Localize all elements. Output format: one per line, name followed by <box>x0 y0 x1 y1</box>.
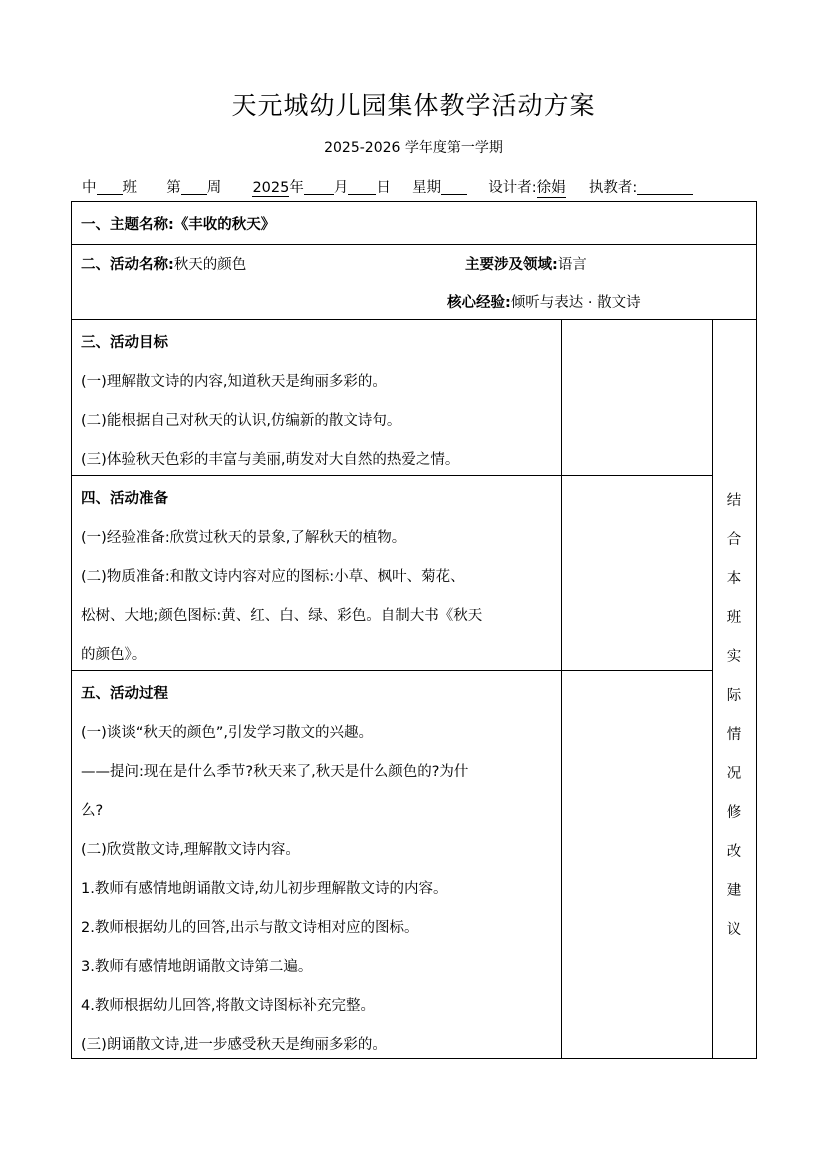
side-note-char: 合 <box>726 532 742 548</box>
week-label-pre: 第 <box>166 180 181 196</box>
process-line: 4.教师根据幼儿回答,将散文诗图标补充完整。 <box>81 998 375 1014</box>
activity-name-row <box>81 255 246 275</box>
process-line: 么? <box>81 803 104 819</box>
col-divider-notes <box>561 319 562 1059</box>
domain-label: 主要涉及领域: <box>465 257 558 273</box>
preparation-heading: 四、活动准备 <box>81 491 168 507</box>
process-line: 1.教师有感情地朗诵散文诗,幼儿初步理解散文诗的内容。 <box>81 881 448 897</box>
month-blank[interactable] <box>304 178 334 195</box>
week-blank[interactable] <box>181 178 207 195</box>
day-suffix: 日 <box>376 180 391 196</box>
preparation-line: 的颜色》。 <box>81 647 147 663</box>
week-label-post: 周 <box>206 180 222 196</box>
core-value: 倾听与表达 · 散文诗 <box>510 295 641 311</box>
designer-label: 设计者: <box>488 180 537 196</box>
process-line: (三)朗诵散文诗,进一步感受秋天是绚丽多彩的。 <box>81 1037 387 1053</box>
theme-value: 《丰收的秋天》 <box>173 217 276 233</box>
side-note-char: 议 <box>726 922 742 938</box>
row-divider-2 <box>71 319 757 320</box>
plan-table <box>71 201 757 1059</box>
side-note-char: 建 <box>726 883 742 899</box>
teacher-blank[interactable] <box>637 178 693 195</box>
preparation-line: (二)物质准备:和散文诗内容对应的图标:小草、枫叶、菊花、 <box>81 569 465 585</box>
theme-row <box>81 215 275 235</box>
process-heading: 五、活动过程 <box>81 686 168 702</box>
month-suffix: 月 <box>333 180 349 196</box>
page-title: 天元城幼儿园集体教学活动方案 <box>231 91 596 120</box>
side-note-char: 况 <box>726 766 742 782</box>
side-note-char: 本 <box>726 571 742 587</box>
designer-name: 徐娟 <box>537 176 566 198</box>
side-note-char: 班 <box>726 610 742 626</box>
class-label-pre: 中 <box>82 180 97 196</box>
side-note-char: 实 <box>726 649 742 665</box>
side-note-char: 结 <box>726 493 742 509</box>
side-note-char: 改 <box>726 844 742 860</box>
theme-label: 一、主题名称: <box>81 217 174 233</box>
info-line <box>82 176 693 198</box>
process-line: (二)欣赏散文诗,理解散文诗内容。 <box>81 842 300 858</box>
domain-row <box>465 255 587 275</box>
row-divider-1 <box>71 244 757 245</box>
goal-line: (三)体验秋天色彩的丰富与美丽,萌发对大自然的热爱之情。 <box>81 452 460 468</box>
day-blank[interactable] <box>348 178 376 195</box>
class-label-post: 班 <box>122 180 137 196</box>
goal-line: (一)理解散文诗的内容,知道秋天是绚丽多彩的。 <box>81 374 387 390</box>
side-note-char: 际 <box>726 688 742 704</box>
activity-value: 秋天的颜色 <box>173 257 247 273</box>
process-line: 3.教师有感情地朗诵散文诗第二遍。 <box>81 959 313 975</box>
preparation-line: (一)经验准备:欣赏过秋天的景象,了解秋天的植物。 <box>81 530 407 546</box>
process-line: (一)谈谈“秋天的颜色”,引发学习散文的兴趣。 <box>81 725 373 741</box>
row-divider-3 <box>71 475 712 476</box>
semester-subtitle: 2025-2026 学年度第一学期 <box>324 140 503 156</box>
year-suffix: 年 <box>289 180 304 196</box>
activity-label: 二、活动名称: <box>81 257 174 273</box>
side-note-char: 修 <box>726 805 742 821</box>
row-divider-4 <box>71 670 712 671</box>
teacher-label: 执教者: <box>588 180 638 196</box>
core-experience-row <box>447 293 641 313</box>
weekday-label: 星期 <box>412 180 442 196</box>
process-line: ——提问:现在是什么季节?秋天来了,秋天是什么颜色的?为什 <box>81 764 469 780</box>
side-note-char: 情 <box>726 727 742 743</box>
class-blank[interactable] <box>97 178 123 195</box>
weekday-blank[interactable] <box>441 178 467 195</box>
goals-heading: 三、活动目标 <box>81 335 168 351</box>
core-label: 核心经验: <box>447 295 511 311</box>
goal-line: (二)能根据自己对秋天的认识,仿编新的散文诗句。 <box>81 413 402 429</box>
domain-value: 语言 <box>557 257 587 273</box>
year-value: 2025 <box>252 180 290 196</box>
process-line: 2.教师根据幼儿的回答,出示与散文诗相对应的图标。 <box>81 920 419 936</box>
preparation-line: 松树、大地;颜色图标:黄、红、白、绿、彩色。自制大书《秋天 <box>81 608 483 624</box>
revision-note-column <box>712 319 756 1057</box>
